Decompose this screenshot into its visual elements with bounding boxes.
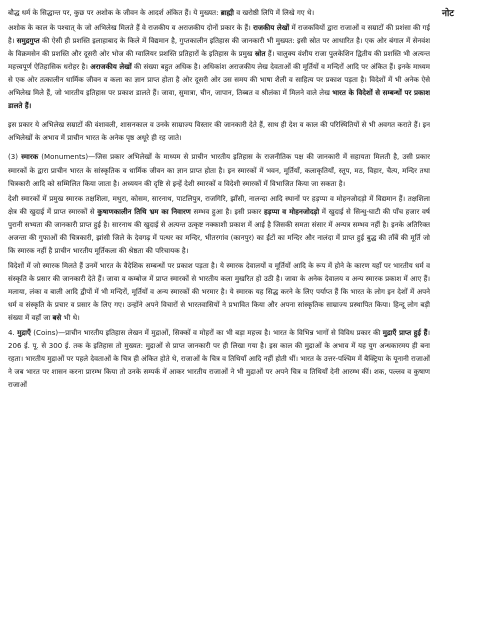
paragraph-inscriptions-summary: इस प्रकार ये अभिलेख सम्राटों की वंशावली, शासनकाल व उनके साम्राज्य विस्तार की जानकारी देते हैं, साथ ही देश व काल की परिस्थितियों से भी अवगत कराते हैं। इन अभिलेखों के अभाव में प्राचीन भारत के अनेक पृष्ठ अधूरे ही रह जाते। xyxy=(8,120,430,143)
section-heading-coins: मुद्राएँ xyxy=(17,328,31,338)
bold-term: राजकीय लेखों xyxy=(253,23,290,33)
bold-term: हड़प्पा व मोहनजोदड़ो xyxy=(263,206,320,216)
bold-term: कुषाणकालीन तिथि भ्रम का निवारण xyxy=(97,206,191,216)
bold-term: स्रोत xyxy=(254,49,266,59)
bold-term: समुद्रगुप्त xyxy=(16,36,40,46)
bold-term: मुद्राएँ प्राप्त हुई हैं xyxy=(382,328,428,338)
paragraph-foreign-monuments: विदेशों में जो स्मारक मिलते हैं उनमें भारत के वैदेशिक सम्बन्धों पर प्रकाश पड़ता है। ये स्मारक देवालयों व मूर्तियों आदि के रूप में होने के कारण यहाँ पर भारतीय धर्म व संस्कृति के प्रसार की जानकारी देते हैं। जावा व कम्बोज में प्राप्त स्मारकों से भारतीय कला मुखरित हो उठी है। जावा के अनेक देवालय व अन्य स्मारक प्रकाश में आए हैं। मलाया, लंका व बाली आदि द्वीपों में भी मन्दिरों, मूर्तियों व अन्य स्मारकों की भरमार है। ये स्मारक यह सिद्ध करने के लिए पर्याप्त हैं कि भारत के लोग इन देशों में अपने धर्म व संस्कृति के प्रचार व प्रसार के लिए गए। उन्होंने अपने विचारों से भारतवासियों ने प्रभावित किया और अपना सांस्कृतिक साम्राज्य प्रस्थापित किया। हिन्दू लोग बड़ी संख्या में वहाँ जा बसे भी थे। xyxy=(8,260,430,323)
bold-term: ब्राह्मी xyxy=(220,8,235,17)
bold-term: अराजकीय लेखों xyxy=(90,62,132,72)
bold-term: भारत के विदेशों से सम्बन्धों पर प्रकाश डालते हैं। xyxy=(8,88,430,111)
paragraph-inscriptions: अशोक के काल के पश्चात् के जो अभिलेख मिलते हैं वे राजकीय व अराजकीय दोनों प्रकार के हैं। राजकीय लेखों में राजकवियों द्वारा राजाओं व सम्राटों की प्रशंसा की गई है। समुद्रगुप्त की ऐसी ही प्रशस्ति इलाहाबाद के किले में विद्यमान है, गुप्तकालीन इतिहास की जानकारी भी मुख्यत: इसी स्रोत पर आधारित है। एक ओर बंगाल में सेनवंश के विक्रमसेन की प्रशस्ति और दूसरी ओर भोज की ग्वालियर प्रशस्ति प्रतिहारों के इतिहास के प्रमुख स्रोत हैं। चालुक्य वंशीय राजा पुलकेशिन द्वितीय की प्रशस्ति भी अत्यन्त महत्त्वपूर्ण ऐतिहासिक धरोहर है। अराजकीय लेखों की संख्या बहुत अधिक है। अधिकांश अराजकीय लेख देवताओं की मूर्तियों व मन्दिरों आदि पर अंकित हैं। इनके माध्यम से एक ओर तत्कालीन धार्मिक जीवन व कला का ज्ञान प्राप्त होता है ओर दूसरी ओर उस समय की भाषा शैली व साहित्य पर प्रकाश पड़ता है। विदेशों में भी अनेक ऐसे अभिलेख मिले हैं, जो भारतीय इतिहास पर प्रकाश डालते हैं। जावा, सुमात्रा, चीन, जापान, तिब्बत व श्रीलंका में मिलने वाले लेख भारत के विदेशों से सम्बन्धों पर प्रकाश डालते हैं। xyxy=(8,23,430,111)
paragraph-domestic-monuments: देशी स्मारकों में प्रमुख स्मारक तक्षशिला, मथुरा, कोसम, सारनाथ, पाटलिपुत्र, राजगिरि, झाँसी, नालन्दा आदि स्थानों पर हड़प्पा व मोहनजोदड़ो में विद्यमान हैं। तक्षशिला क्षेत्र की खुदाई में प्राप्त स्मारकों से कुषाणकालीन तिथि भ्रम का निवारण सम्भव हुआ है। इसी प्रकार हड़प्पा व मोहनजोदड़ो में खुदाई से सिन्धु-घाटी की पाँच हजार वर्ष पुरानी सभ्यता की जानकारी प्राप्त हुई है। सारनाथ की खुदाई से अत्यन्त उत्कृष्ट नक्काशी प्रकाश में आई है जिसकी समता संसार में अन्यत्र सम्भव नहीं है। इनके अतिरिक्त अजन्ता की गुफाओं की चित्रकारी, झांसी जिले के देवगढ़ में पत्थर का मन्दिर, भीतरगांव (कानपुर) का ईंटों का मन्दिर और नालंदा में प्राप्त हुई बुद्ध की ताँबें की मूर्ति जो कि स्मारक नहीं है प्राचीन भारतीय मूर्तिकला की श्रेष्ठता की परिचायक है। xyxy=(8,193,430,255)
margin-note-label: नोट xyxy=(442,9,454,19)
paragraph-coins: 4. मुद्राएँ (Coins)—प्राचीन भारतीय इतिहास लेखन में मुद्राओं, सिक्कों व मोहरों का भी बड़ा महत्त्व है। भारत के विभिन्न भागों से विविध प्रकार की मुद्राएँ प्राप्त हुई हैं। 206 ई. पू. से 300 ई. तक के इतिहास तो मुख्यत: मुद्राओं से प्राप्त जानकारी पर ही लिखा गया है। इस काल की मुद्राओं के अभाव में यह युग अन्धकारमय ही बना रहता। भारतीय मुद्राओं पर पहले देवताओं के चित्र ही अंकित होते थे, राजाओं के चित्र व तिथियाँ आदि नहीं होती थीं। भारत के उत्तर-पश्चिम में बैक्ट्रिया के यूनानी राजाओं ने जब भारत पर शासन करना प्रारम्भ किया तो उनके सम्पर्क में आकर भारतीय राजाओं ने भी मुद्राओं पर अपने चित्र व तिथियाँ देनी आरम्भ कीं। शक, पल्लव व कुषाण राजाओं xyxy=(8,328,430,390)
text-column xyxy=(8,6,430,638)
paragraph-monuments: (3) स्मारक (Monuments)—जिस प्रकार अभिलेखों के माध्यम से प्राचीन भारतीय इतिहास के राजनीतिक पक्ष की जानकारी में सहायता मिलती है, उसी प्रकार स्मारकों के द्वारा प्राचीन भारत के सांस्कृतिक व धार्मिक जीवन का ज्ञान प्राप्त होता है। इन स्मारकों में भवन, मूर्तियाँ, कलाकृतियाँ, स्तूप, मठ, विहार, चैत्य, मन्दिर तथा चित्रकारी आदि को सम्मिलित किया जाता है। अध्ययन की दृष्टि से इन्हें देशी स्मारकों व विदेशी स्मारकों में विभाजित किया जा सकता है। xyxy=(8,152,430,188)
section-heading-monuments: स्मारक xyxy=(21,152,39,162)
paragraph-ashoka-edicts: बौद्ध धर्म के सिद्धान्त पर, कुछ पर अशोक के जीवन के आदर्श अंकित हैं। ये मुख्यत: ब्राह्मी व खरोष्ठी लिपि में लिखे गए थे। xyxy=(8,8,315,17)
bold-term: बसे xyxy=(52,313,62,323)
